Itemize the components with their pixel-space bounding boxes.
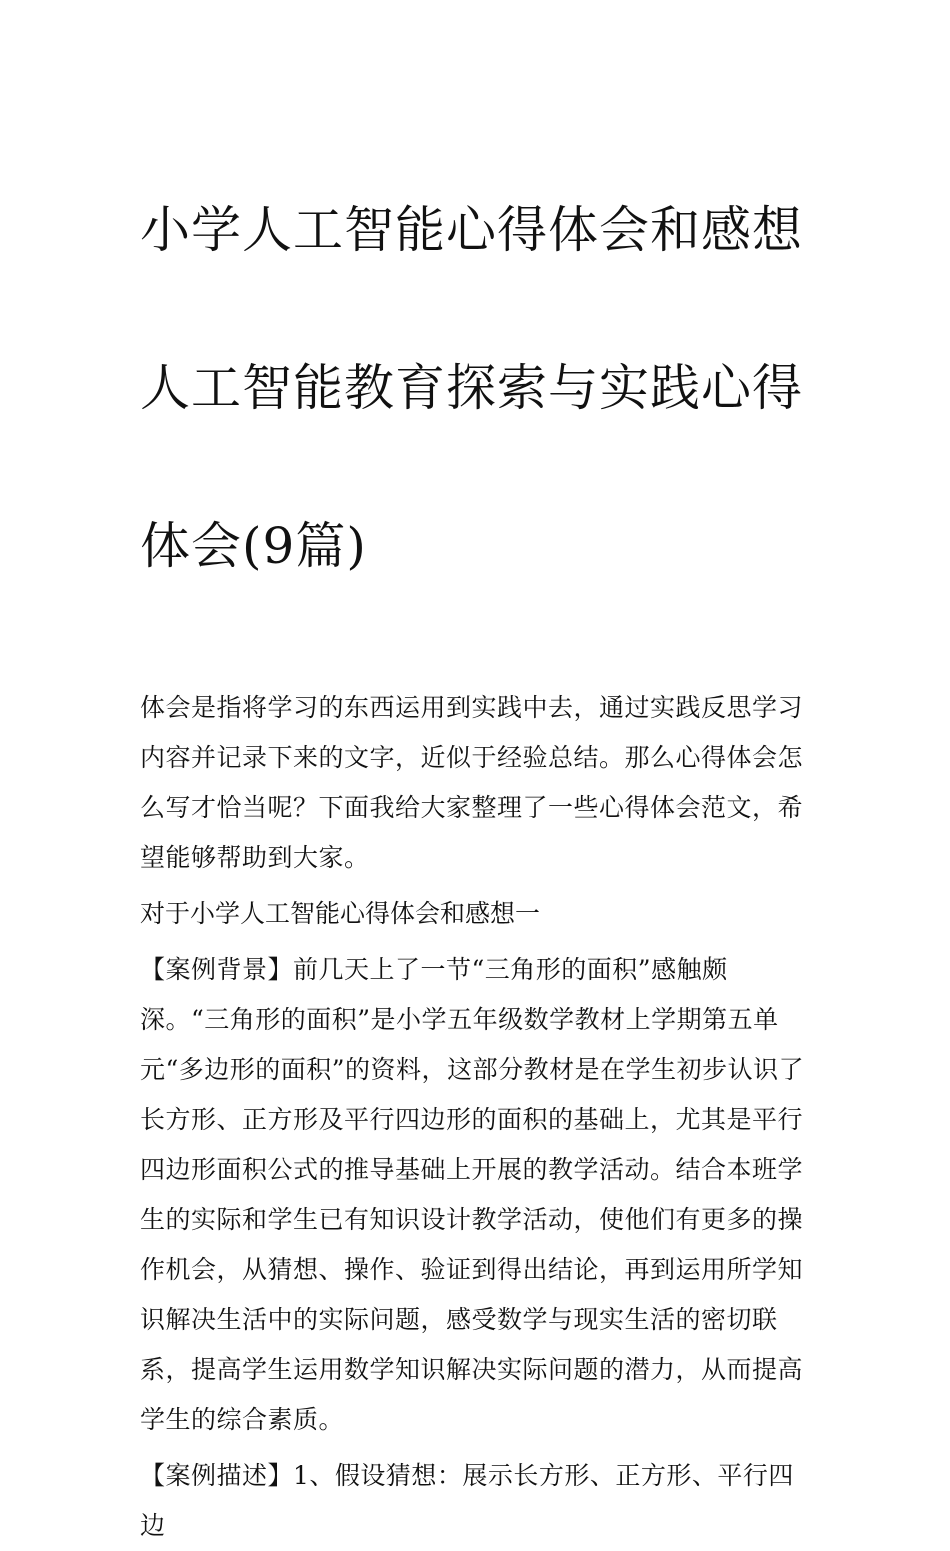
title-line-2: 人工智能教育探索与实践心得: [140, 359, 803, 417]
document-title: [140, 112, 815, 665]
title-line-1: 小学人工智能心得体会和感想: [140, 201, 803, 259]
document-body: [140, 112, 815, 1551]
intro-paragraph: 体会是指将学习的东西运用到实践中去，通过实践反思学习内容并记录下来的文字，近似于经验总结。那么心得体会怎么写才恰当呢？下面我给大家整理了一些心得体会范文，希望能够帮助到大家。: [140, 693, 804, 872]
title-line-3: 体会(9篇): [140, 517, 367, 575]
section-heading: 对于小学人工智能心得体会和感想一: [140, 899, 541, 928]
case-description-paragraph: 【案例描述】1、假设猜想：展示长方形、正方形、平行四边: [140, 1461, 794, 1540]
case-background-paragraph: 【案例背景】前几天上了一节“三角形的面积”感触颇深。“三角形的面积”是小学五年级数学教材上学期第五单元“多边形的面积”的资料，这部分教材是在学生初步认识了长方形、正方形及平行四边形的面积的基础上，尤其是平行四边形面积公式的推导基础上开展的教学活动。结合本班学生的实际和学生已有知识设计教学活动，使他们有更多的操作机会，从猜想、操作、验证到得出结论，再到运用所学知识解决生活中的实际问题，感受数学与现实生活的密切联系，提高学生运用数学知识解决实际问题的潜力，从而提高学生的综合素质。: [140, 955, 805, 1434]
